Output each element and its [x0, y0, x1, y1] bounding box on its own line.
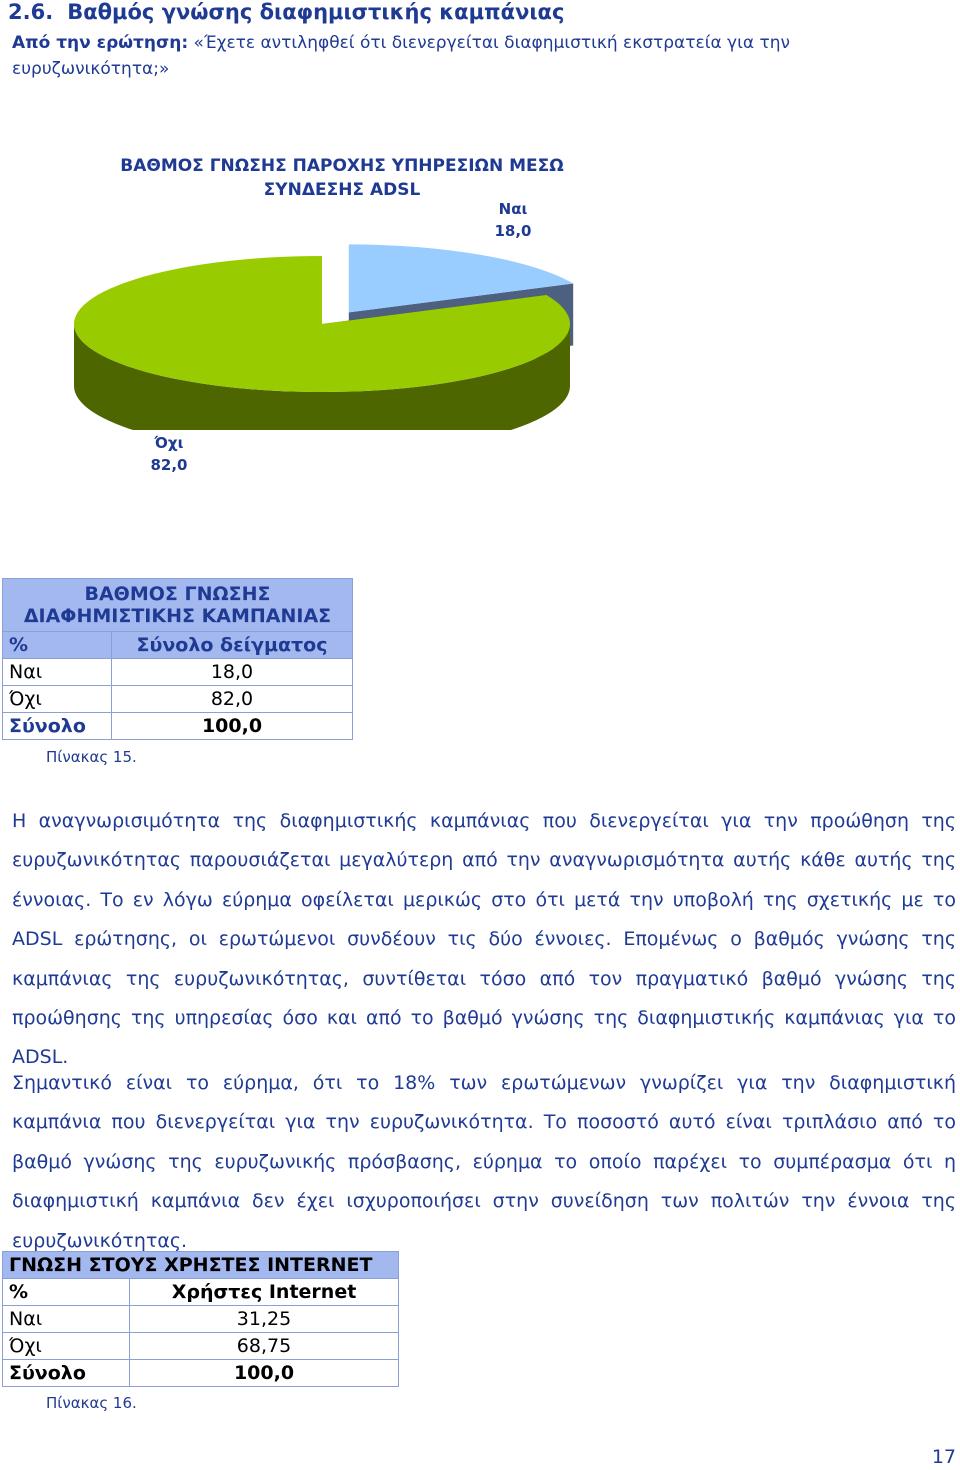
section-number: 2.6.	[8, 0, 54, 24]
table-15-total-label: Σύνολο	[3, 713, 112, 740]
slice-label-no-value: 82,0	[150, 456, 188, 474]
table-16-col-header: Χρήστες Internet	[130, 1279, 399, 1306]
section-title: Βαθμός γνώσης διαφημιστικής καμπάνιας	[67, 0, 565, 24]
pie-chart	[0, 230, 600, 430]
section-heading	[8, 0, 564, 24]
table-15-col-label: %	[3, 632, 112, 659]
table-16-row-label: Ναι	[3, 1306, 130, 1333]
table-15	[2, 578, 353, 740]
chart-title: ΒΑΘΜΟΣ ΓΝΩΣΗΣ ΠΑΡΟΧΗΣ ΥΠΗΡΕΣΙΩΝ ΜΕΣΩ ΣΥΝΔΕΣΗΣ ADSL	[120, 156, 564, 200]
table-15-row-label: Όχι	[3, 686, 112, 713]
page-number: 17	[931, 1446, 956, 1468]
table-16-total-value: 100,0	[130, 1360, 399, 1387]
table-16	[2, 1251, 399, 1387]
question-body: «Έχετε αντιληφθεί ότι διενεργείται διαφημιστική εκστρατεία για την ευρυζωνικότητα;»	[12, 33, 790, 79]
table-16-row-label: Όχι	[3, 1333, 130, 1360]
table-16-total-label: Σύνολο	[3, 1360, 130, 1387]
table-15-row-value: 18,0	[112, 659, 353, 686]
table-15-caption: Πίνακας 15.	[46, 748, 137, 766]
slice-label-no	[134, 432, 204, 476]
table-row	[3, 1306, 399, 1333]
table-row	[3, 1333, 399, 1360]
table-16-row-value: 68,75	[130, 1333, 399, 1360]
table-16-col-label: %	[3, 1279, 130, 1306]
paragraph-2: Σημαντικό είναι το εύρημα, ότι το 18% των ερωτώμενων γνωρίζει για την διαφημιστική καμπάνια που διενεργείται για την ευρυζωνικότητα. Το ποσοστό αυτό είναι τριπλάσιο από το βαθμό γνώσης της ευρυζωνικής πρόσβασης, εύρημα το οποίο παρέχει το συμπέρασμα ότι η διαφημιστική καμπάνια δεν έχει ισχυροποιήσει στην συνείδηση των πολιτών την έννοια της ευρυζωνικότητας.	[12, 1072, 956, 1252]
table-16-row-value: 31,25	[130, 1306, 399, 1333]
slice-label-no-category: Όχι	[154, 434, 184, 452]
table-15-col-header: Σύνολο δείγματος	[112, 632, 353, 659]
table-16-caption: Πίνακας 16.	[46, 1394, 137, 1412]
table-row	[3, 686, 353, 713]
table-total-row	[3, 1360, 399, 1387]
table-total-row	[3, 713, 353, 740]
slice-label-yes-category: Ναι	[498, 200, 528, 218]
question-label: Από την ερώτηση:	[12, 33, 189, 53]
slice-label-yes-value: 18,0	[494, 222, 532, 240]
table-15-row-value: 82,0	[112, 686, 353, 713]
paragraph-1: Η αναγνωρισιμότητα της διαφημιστικής καμπάνιας που διενεργείται για την προώθηση της ευρυζωνικότητας παρουσιάζεται μεγαλύτερη από την αναγνωρισμότητα αυτής κάθε αυτής της έννοιας. Το εν λόγω εύρημα οφείλεται μερικώς στο ότι μετά την υποβολή της σχετικής με το ADSL ερώτησης, οι ερωτώμενοι συνδέουν τις δύο έννοιες. Επομένως ο βαθμός γνώσης της καμπάνιας της ευρυζωνικότητας, συντίθεται τόσο από τον πραγματικό βαθμό γνώσης της προώθησης της υπηρεσίας όσο και από το βαθμό γνώσης της διαφημιστικής καμπάνιας για το ADSL.	[12, 810, 956, 1069]
question-text	[12, 30, 832, 82]
table-row	[3, 659, 353, 686]
table-16-title: ΓΝΩΣΗ ΣΤΟΥΣ ΧΡΗΣΤΕΣ INTERNET	[3, 1252, 399, 1279]
table-15-row-label: Ναι	[3, 659, 112, 686]
table-15-title: ΒΑΘΜΟΣ ΓΝΩΣΗΣ ΔΙΑΦΗΜΙΣΤΙΚΗΣ ΚΑΜΠΑΝΙΑΣ	[3, 579, 353, 632]
table-15-total-value: 100,0	[112, 713, 353, 740]
